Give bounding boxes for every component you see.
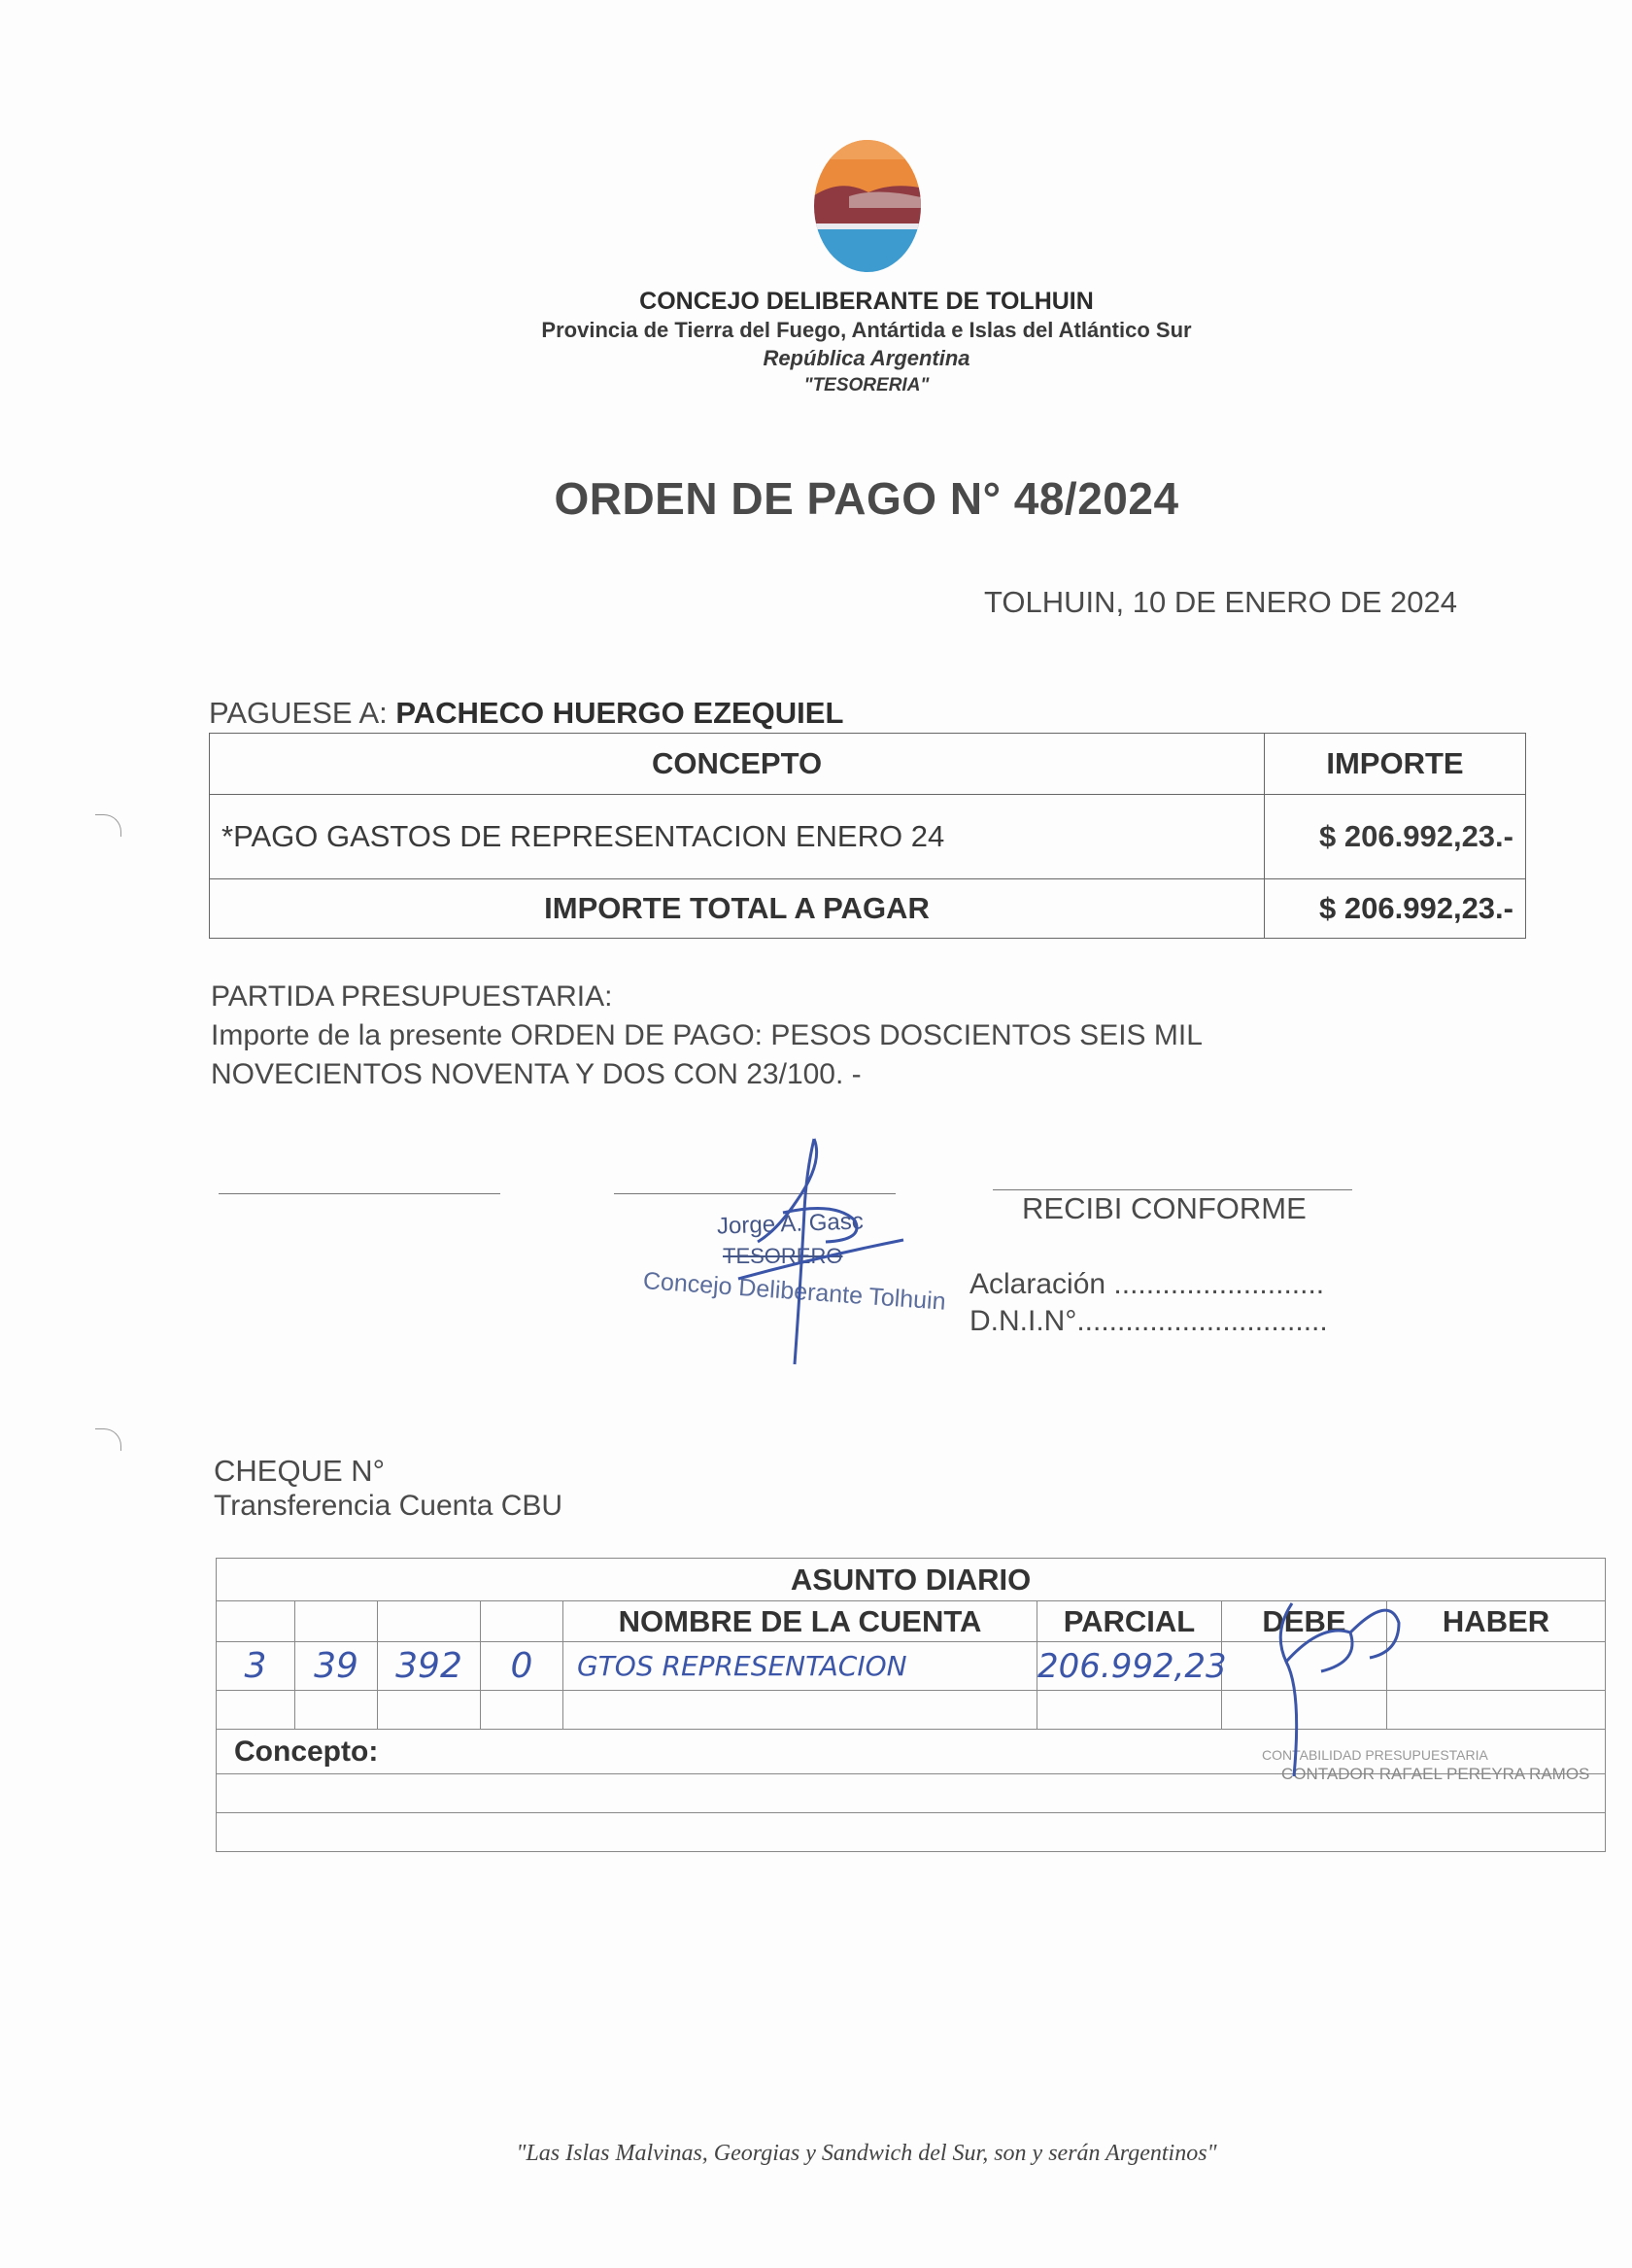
code-cell-4: 0: [481, 1642, 563, 1691]
code-col-4: [481, 1601, 563, 1642]
punch-mark-2: [95, 1428, 121, 1451]
payment-table-header: [210, 734, 1526, 795]
code-col-3: [378, 1601, 481, 1642]
haber-header: HABER: [1387, 1601, 1606, 1642]
total-label: IMPORTE TOTAL A PAGAR: [210, 879, 1265, 939]
code-col-1: [217, 1601, 295, 1642]
debe-header: DEBE: [1222, 1601, 1387, 1642]
payment-table: [209, 733, 1526, 939]
contabilidad-stamp: CONTABILIDAD PRESUPUESTARIA: [1262, 1747, 1488, 1763]
recibi-conforme: RECIBI CONFORME: [1022, 1191, 1307, 1225]
treasurer-stamp-role: TESORERO: [723, 1244, 843, 1268]
transfer-label: Transferencia Cuenta CBU: [214, 1490, 563, 1522]
payee-label: PAGUESE A:: [209, 696, 396, 730]
parcial-cell: 206.992,23: [1037, 1642, 1222, 1691]
partida-label: PARTIDA PRESUPUESTARIA:: [211, 980, 613, 1013]
dni-field: D.N.I.N°...............................: [969, 1305, 1328, 1337]
table-row: [210, 795, 1526, 879]
payee-name: PACHECO HUERGO EZEQUIEL: [395, 696, 844, 730]
signature-line-3: [993, 1189, 1352, 1190]
org-name: CONCEJO DELIBERANTE DE TOLHUIN: [639, 288, 1094, 315]
partida-block: [211, 978, 1203, 1094]
partida-line1: Importe de la presente ORDEN DE PAGO: PESOS DOSCIENTOS SEIS MIL: [211, 1019, 1203, 1051]
diario-title: ASUNTO DIARIO: [217, 1559, 1606, 1601]
table-row: [217, 1813, 1606, 1852]
treasurer-signature: [699, 1133, 913, 1366]
accountant-signature: [1205, 1584, 1428, 1778]
account-cell: GTOS REPRESENTACION: [563, 1642, 1037, 1691]
concept-header: CONCEPTO: [210, 734, 1265, 795]
council-logo: [810, 138, 925, 274]
signature-line-1: [219, 1193, 500, 1194]
parcial-header: PARCIAL: [1037, 1601, 1222, 1642]
amount-header: IMPORTE: [1265, 734, 1526, 795]
code-cell-3: 392: [378, 1642, 481, 1691]
amount-cell: $ 206.992,23.-: [1265, 795, 1526, 879]
concept-cell: *PAGO GASTOS DE REPRESENTACION ENERO 24: [210, 795, 1265, 879]
contador-stamp: CONTADOR RAFAEL PEREYRA RAMOS: [1281, 1765, 1590, 1783]
total-amount: $ 206.992,23.-: [1265, 879, 1526, 939]
org-province: Provincia de Tierra del Fuego, Antártida e Islas del Atlántico Sur: [541, 318, 1192, 342]
code-cell-2: 39: [295, 1642, 378, 1691]
document-date: TOLHUIN, 10 DE ENERO DE 2024: [984, 585, 1457, 619]
org-department: "TESORERIA": [803, 375, 930, 395]
account-name-header: NOMBRE DE LA CUENTA: [563, 1601, 1037, 1642]
aclaracion-field: Aclaración ..........................: [969, 1268, 1325, 1300]
org-republic: República Argentina: [763, 346, 970, 370]
concepto-label: Concepto:: [217, 1730, 1606, 1774]
page-title: ORDEN DE PAGO N° 48/2024: [554, 473, 1179, 524]
footer-motto: "Las Islas Malvinas, Georgias y Sandwich del Sur, son y serán Argentinos": [516, 2141, 1217, 2166]
cheque-label: CHEQUE N°: [214, 1454, 386, 1488]
partida-line2: NOVECIENTOS NOVENTA Y DOS CON 23/100. -: [211, 1058, 862, 1090]
treasurer-stamp-org: Concejo Deliberante Tolhuin: [642, 1267, 947, 1316]
code-cell-1: 3: [217, 1642, 295, 1691]
code-col-2: [295, 1601, 378, 1642]
punch-mark-1: [95, 814, 121, 837]
treasurer-stamp-name: Jorge A. Gasc: [716, 1208, 865, 1240]
total-row: [210, 879, 1526, 939]
payee-line: [209, 696, 843, 731]
